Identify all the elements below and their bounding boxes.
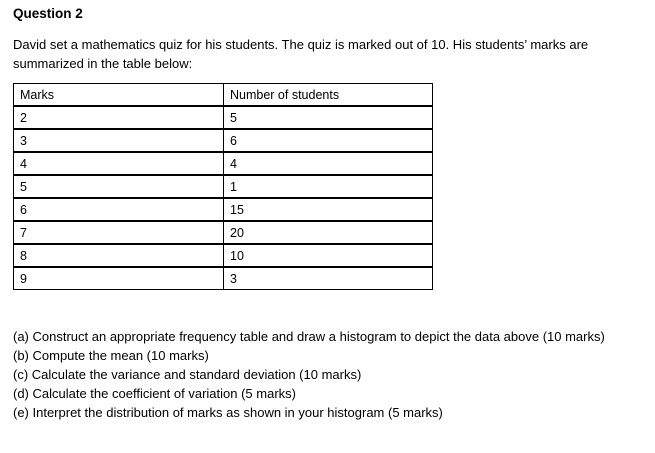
table-row (14, 152, 433, 175)
cell-students: 5 (224, 106, 433, 129)
header-number-of-students: Number of students (224, 84, 433, 107)
cell-students: 3 (224, 267, 433, 290)
table-row (14, 106, 433, 129)
part-e: (e) Interpret the distribution of marks as shown in your histogram (5 marks) (13, 405, 443, 420)
part-a: (a) Construct an appropriate frequency table and draw a histogram to depict the data above (10 marks) (13, 329, 605, 344)
question-parts (13, 327, 643, 422)
cell-marks: 3 (14, 129, 224, 152)
question-title: Question 2 (13, 6, 83, 21)
cell-students: 4 (224, 152, 433, 175)
cell-students: 15 (224, 198, 433, 221)
table-row (14, 244, 433, 267)
part-c: (c) Calculate the variance and standard deviation (10 marks) (13, 367, 362, 382)
cell-students: 6 (224, 129, 433, 152)
table-row (14, 129, 433, 152)
cell-marks: 7 (14, 221, 224, 244)
table-row (14, 198, 433, 221)
part-d: (d) Calculate the coefficient of variation (5 marks) (13, 386, 296, 401)
header-marks: Marks (14, 84, 224, 107)
table-row (14, 221, 433, 244)
part-b: (b) Compute the mean (10 marks) (13, 348, 209, 363)
cell-students: 10 (224, 244, 433, 267)
cell-marks: 8 (14, 244, 224, 267)
table-row (14, 175, 433, 198)
marks-table (13, 83, 433, 290)
cell-marks: 4 (14, 152, 224, 175)
cell-marks: 2 (14, 106, 224, 129)
table-header-row (14, 84, 433, 107)
cell-marks: 6 (14, 198, 224, 221)
cell-marks: 5 (14, 175, 224, 198)
cell-students: 1 (224, 175, 433, 198)
table-row (14, 267, 433, 290)
cell-marks: 9 (14, 267, 224, 290)
intro-text: David set a mathematics quiz for his students. The quiz is marked out of 10. His students’ marks are summarized in the table below: (13, 37, 589, 71)
cell-students: 20 (224, 221, 433, 244)
